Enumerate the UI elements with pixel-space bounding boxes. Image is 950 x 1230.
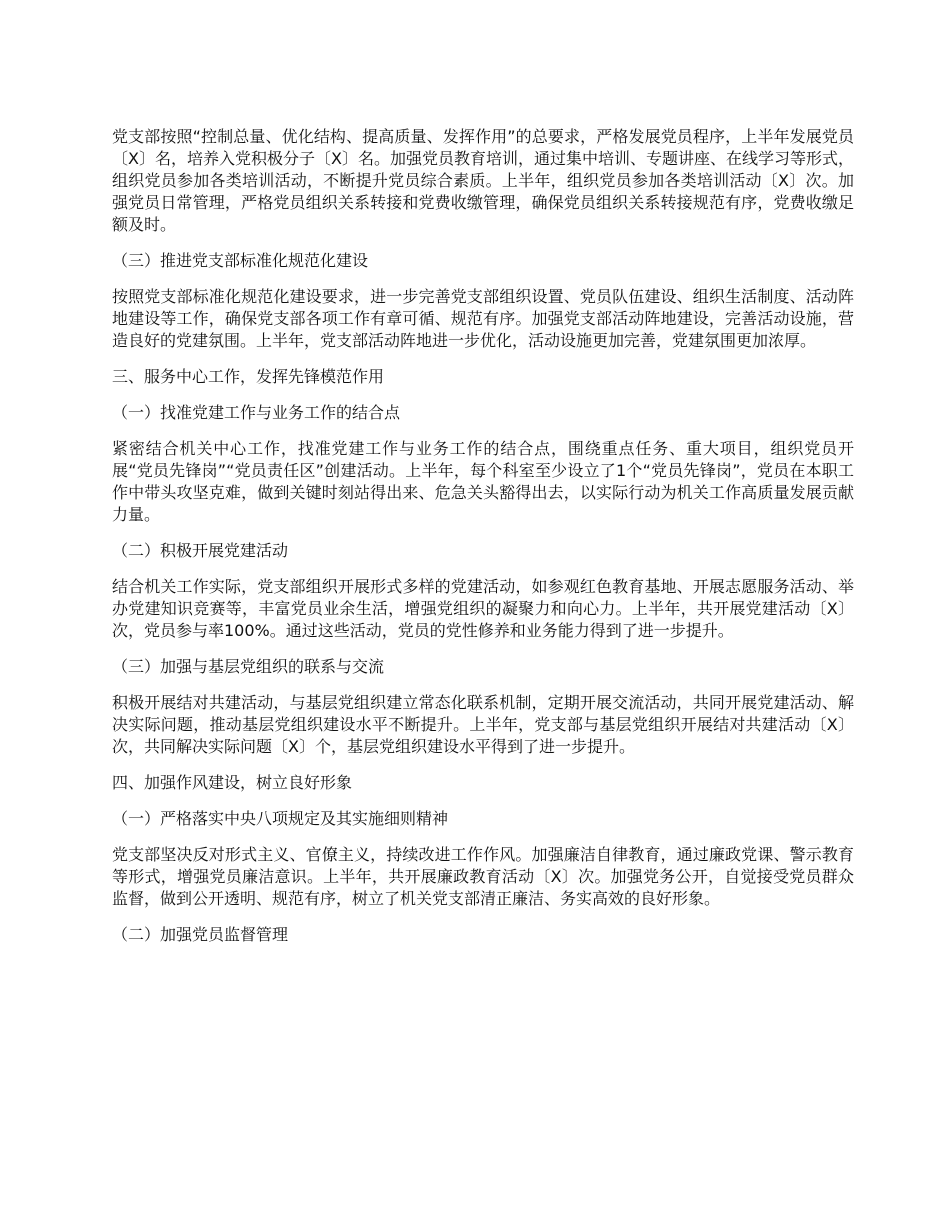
section-heading-integration-point: （一）找准党建工作与业务工作的结合点: [112, 403, 401, 422]
paragraph-eight-rules: 党支部坚决反对形式主义、官僚主义，持续改进工作作风。加强廉洁自律教育，通过廉政党课、警示教育等形式，增强党员廉洁意识。上半年，共开展廉政教育活动〔X〕次。加强党务公开，自觉接受党员群众监督，做到公开透明、规范有序，树立了机关党支部清正廉洁、务实高效的良好形象。: [112, 845, 854, 908]
section-heading-standardization: （三）推进党支部标准化规范化建设: [112, 251, 369, 270]
paragraph-standardization: 按照党支部标准化规范化建设要求，进一步完善党支部组织设置、党员队伍建设、组织生活制度、活动阵地建设等工作，确保党支部各项工作有章可循、规范有序。加强党支部活动阵地建设，完善活动设施，营造良好的党建氛围。上半年，党支部活动阵地进一步优化，活动设施更加完善，党建氛围更加浓厚。: [112, 287, 854, 350]
section-heading-party-activities: （二）积极开展党建活动: [112, 541, 289, 560]
section-heading-grassroots-contact: （三）加强与基层党组织的联系与交流: [112, 657, 385, 676]
paragraph-grassroots-contact: 积极开展结对共建活动，与基层党组织建立常态化联系机制，定期开展交流活动，共同开展党建活动、解决实际问题，推动基层党组织建设水平不断提升。上半年，党支部与基层党组织开展结对共建活动〔X〕次，共同解决实际问题〔X〕个，基层党组织建设水平得到了进一步提升。: [112, 693, 854, 756]
section-heading-member-supervision: （二）加强党员监督管理: [112, 925, 289, 944]
section-heading-work-style: 四、加强作风建设，树立良好形象: [112, 773, 353, 792]
paragraph-integration-point: 紧密结合机关中心工作，找准党建工作与业务工作的结合点，围绕重点任务、重大项目，组织党员开展“党员先锋岗”“党员责任区”创建活动。上半年，每个科室至少设立了1个“党员先锋岗”，党员在本职工作中带头攻坚克难，做到关键时刻站得出来、危急关头豁得出去，以实际行动为机关工作高质量发展贡献力量。: [112, 439, 854, 524]
paragraph-party-member-development: 党支部按照“控制总量、优化结构、提高质量、发挥作用”的总要求，严格发展党员程序，上半年发展党员〔X〕名，培养入党积极分子〔X〕名。加强党员教育培训，通过集中培训、专题讲座、在线学习等形式，组织党员参加各类培训活动，不断提升党员综合素质。上半年，组织党员参加各类培训活动〔X〕次。加强党员日常管理，严格党员组织关系转接和党费收缴管理，确保党员组织关系转接规范有序，党费收缴足额及时。: [112, 127, 854, 234]
section-heading-eight-rules: （一）严格落实中央八项规定及其实施细则精神: [112, 809, 449, 828]
paragraph-party-activities: 结合机关工作实际，党支部组织开展形式多样的党建活动，如参观红色教育基地、开展志愿服务活动、举办党建知识竞赛等，丰富党员业余生活，增强党组织的凝聚力和向心力。上半年，共开展党建活动〔X〕次，党员参与率100%。通过这些活动，党员的党性修养和业务能力得到了进一步提升。: [112, 577, 854, 640]
section-heading-serve-center-work: 三、服务中心工作，发挥先锋模范作用: [112, 367, 385, 386]
document-body: [112, 126, 854, 960]
